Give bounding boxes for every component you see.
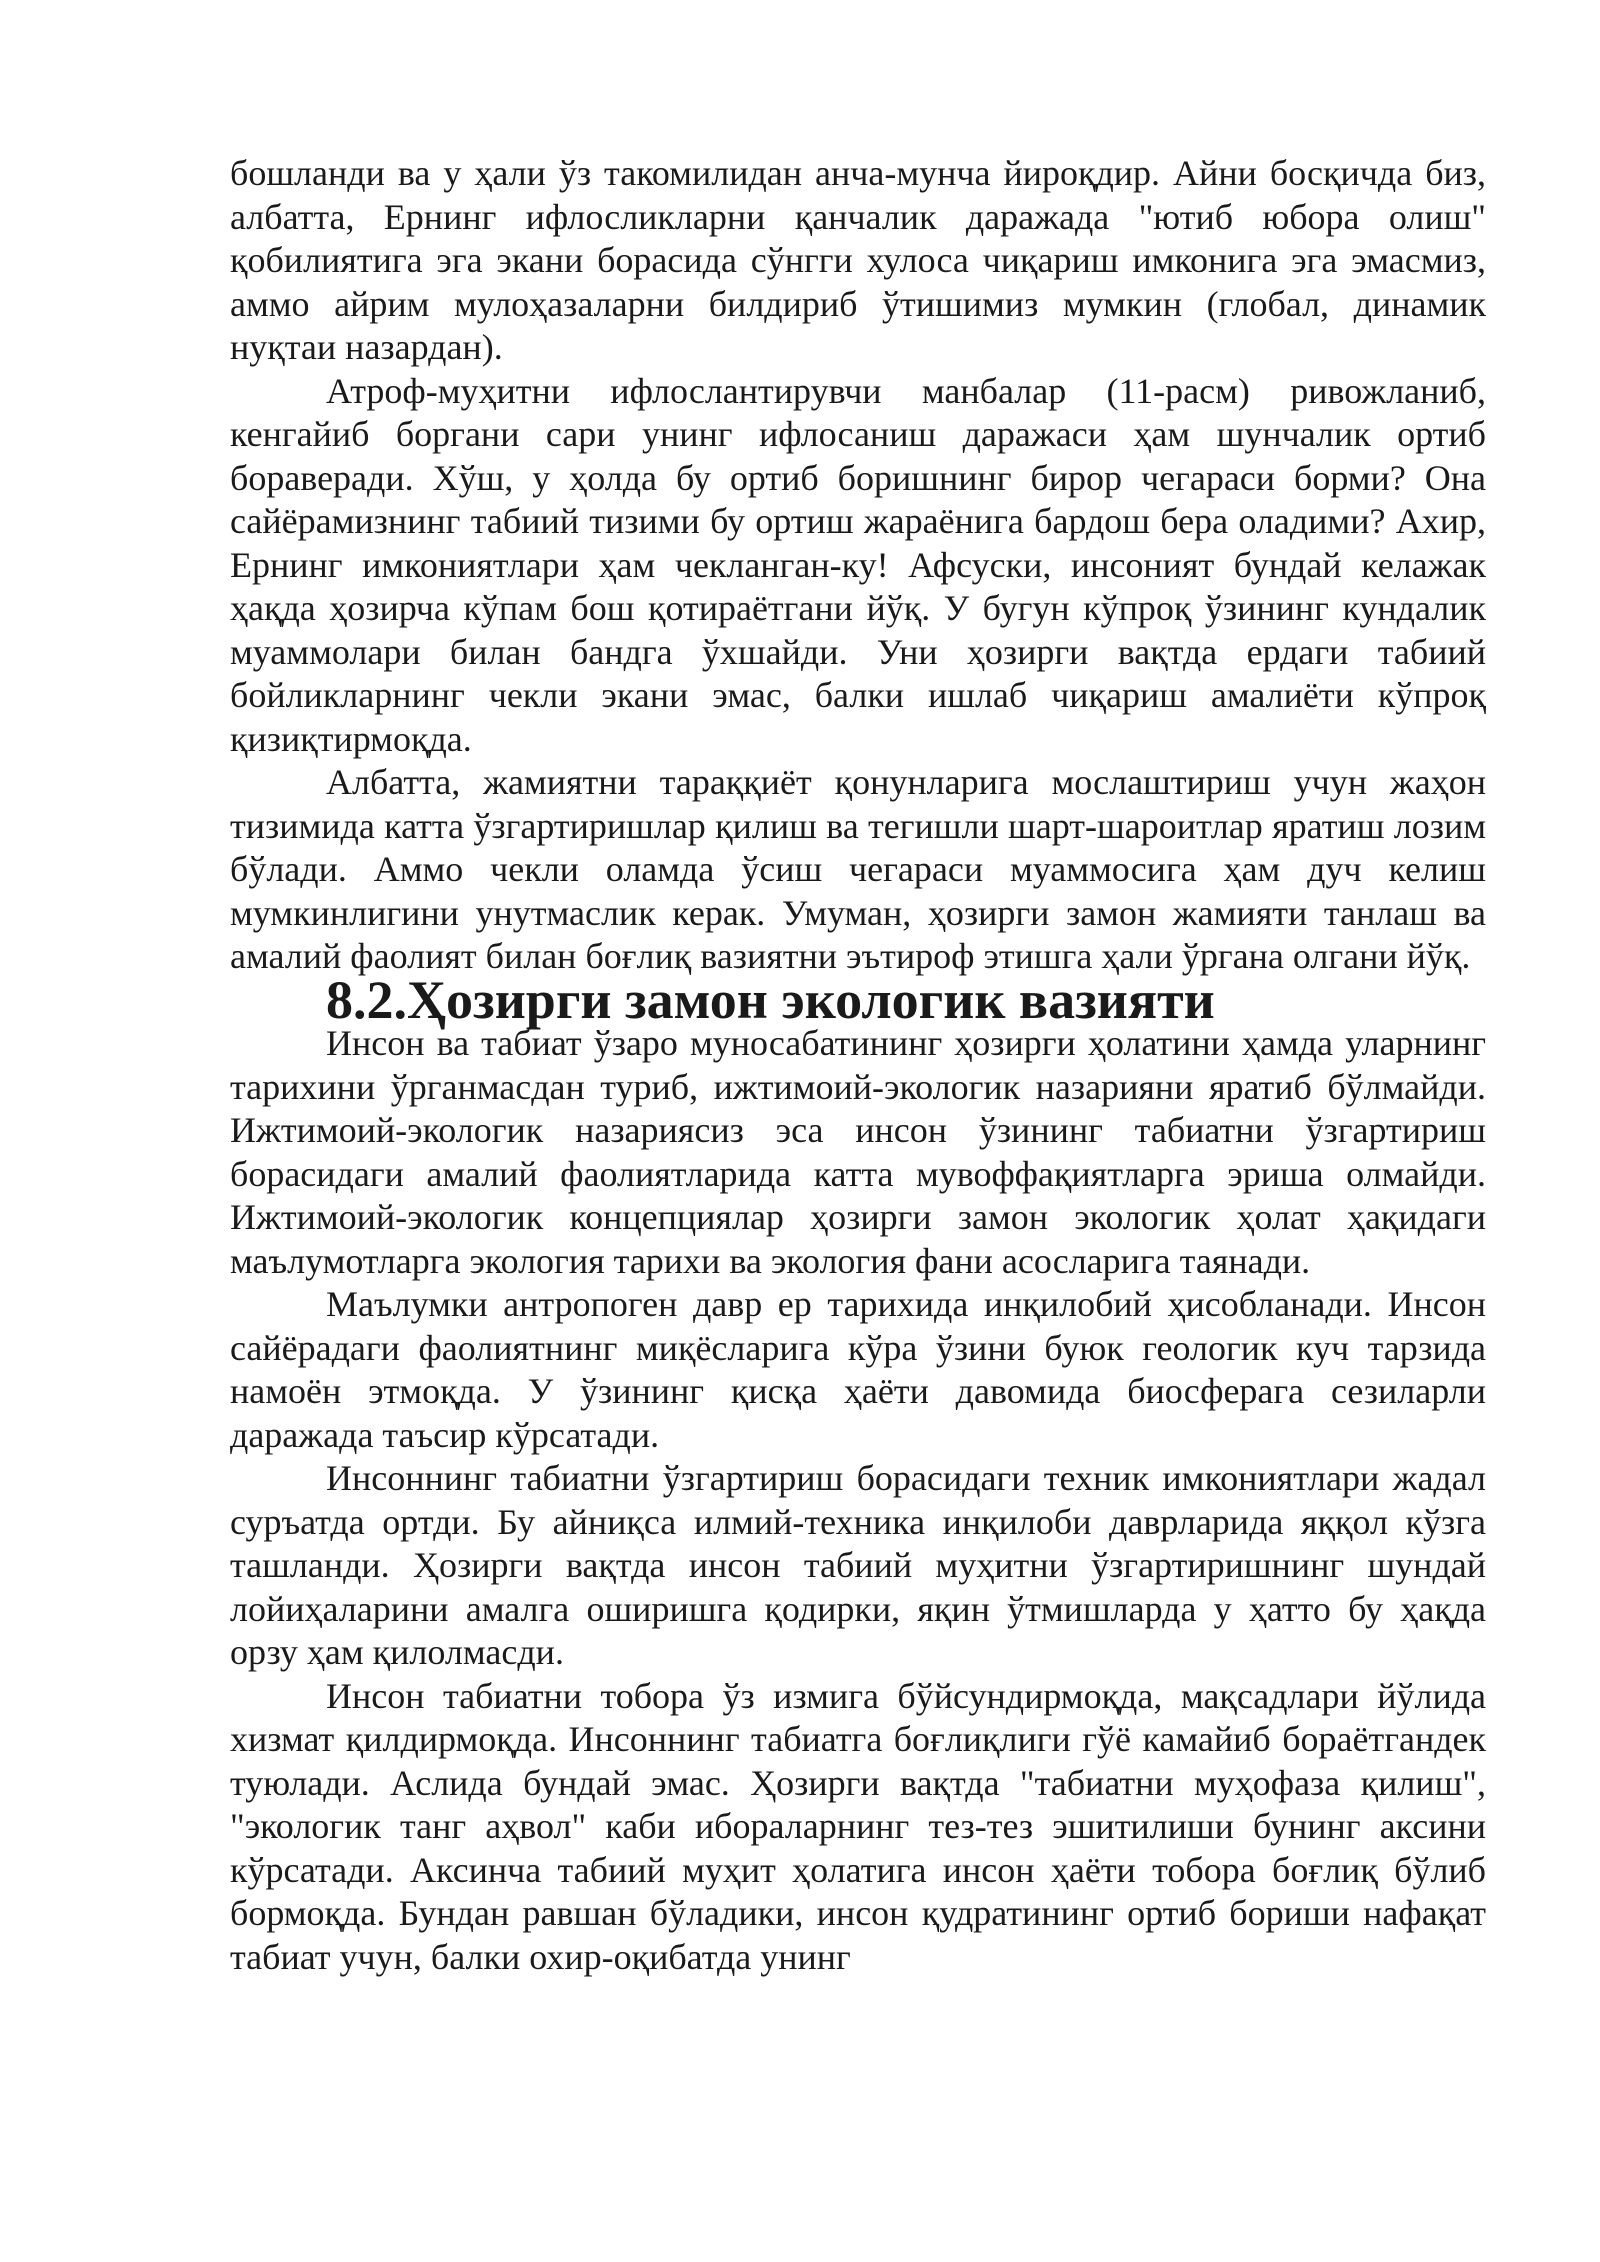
paragraph-socio-ecological-theory: Инсон ва табиат ўзаро муносабатининг ҳозирги ҳолатини ҳамда уларнинг тарихини ўрганмасдан туриб, ижтимоий-экологик назарияни яратиб бўлмайди. Ижтимоий-экологик назариясиз эса инсон ўзининг табиатни ўзгартириш борасидаги амалий фаолиятларида катта мувоффақиятларга эриша олмайди. Ижтимоий-экологик концепциялар ҳозирги замон экологик ҳолат ҳақидаги маълумотларга экология тарихи ва экология фани асосларига таянади. bbox=[230, 1023, 1486, 1281]
paragraph-continuation: бошланди ва у ҳали ўз такомилидан анча-мунча йироқдир. Айни босқичда биз, албатта, Ернинг ифлосликларни қанчалик даражада "ютиб юбора олиш" қобилиятига эга экани борасида сўнгги хулоса чиқариш имконига эга эмасмиз, аммо айрим мулоҳазаларни билдириб ўтишимиз мумкин (глобал, динамик нуқтаи назардан). bbox=[230, 153, 1486, 367]
section-heading: 8.2.Ҳозирги замон экологик вазияти bbox=[326, 969, 1215, 1030]
paragraph-anthropogenic-era: Маълумки антропоген давр ер тарихида инқилобий ҳисобланади. Инсон сайёрадаги фаолиятнинг миқёсларига кўра ўзини буюк геологик куч тарзида намоён этмоқда. У ўзининг қисқа ҳаёти давомида биосферага сезиларли даражада таъсир кўрсатади. bbox=[230, 1284, 1486, 1455]
paragraph-nature-subjugation: Инсон табиатни тобора ўз измига бўйсундирмоқда, мақсадлари йўлида хизмат қилдирмоқда. Инсоннинг табиатга боғлиқлиги гўё камайиб бораётгандек туюлади. Аслида бундай эмас. Ҳозирги вақтда "табиатни муҳофаза қилиш", "экологик танг аҳвол" каби ибораларнинг тез-тез эшитилиши бунинг аксини кўрсатади. Аксинча табиий муҳит ҳолатига инсон ҳаёти тобора боғлиқ бўлиб бормоқда. Бундан равшан бўладики, инсон қудратининг ортиб бориши нафақат табиат учун, балки охир-оқибатда унинг bbox=[230, 1675, 1486, 1977]
document-page bbox=[230, 152, 1486, 1979]
paragraph-pollution-sources: Атроф-муҳитни ифлослантирувчи манбалар (11-расм) ривожланиб, кенгайиб боргани сари унинг ифлосаниш даражаси ҳам шунчалик ортиб бораверади. Хўш, у ҳолда бу ортиб боришнинг бирор чегараси борми? Она сайёрамизнинг табиий тизими бу ортиш жараёнига бардош бера оладими? Ахир, Ернинг имкониятлари ҳам чекланган-ку! Афсуски, инсоният бундай келажак ҳақда ҳозирча кўпам бош қотираётгани йўқ. У бугун кўпроқ ўзининг кундалик муаммолари билан бандга ўхшайди. Уни ҳозирги вақтда ердаги табиий бойликларнинг чекли экани эмас, балки ишлаб чиқариш амалиёти кўпроқ қизиқтирмоқда. bbox=[230, 370, 1486, 759]
paragraph-society-adaptation: Албатта, жамиятни тараққиёт қонунларига мослаштириш учун жаҳон тизимида катта ўзгартиришлар қилиш ва тегишли шарт-шароитлар яратиш лозим бўлади. Аммо чекли оламда ўсиш чегараси муаммосига ҳам дуч келиш мумкинлигини унутмаслик керак. Умуман, ҳозирги замон жамияти танлаш ва амалий фаолият билан боғлиқ вазиятни эътироф этишга ҳали ўргана олгани йўқ. bbox=[230, 762, 1486, 976]
paragraph-technical-capabilities: Инсоннинг табиатни ўзгартириш борасидаги техник имкониятлари жадал суръатда ортди. Бу айниқса илмий-техника инқилоби даврларида яққол кўзга ташланди. Ҳозирги вақтда инсон табиий муҳитни ўзгартиришнинг шундай лойиҳаларини амалга оширишга қодирки, яқин ўтмишларда у ҳатто бу ҳақда орзу ҳам қилолмасди. bbox=[230, 1458, 1486, 1672]
